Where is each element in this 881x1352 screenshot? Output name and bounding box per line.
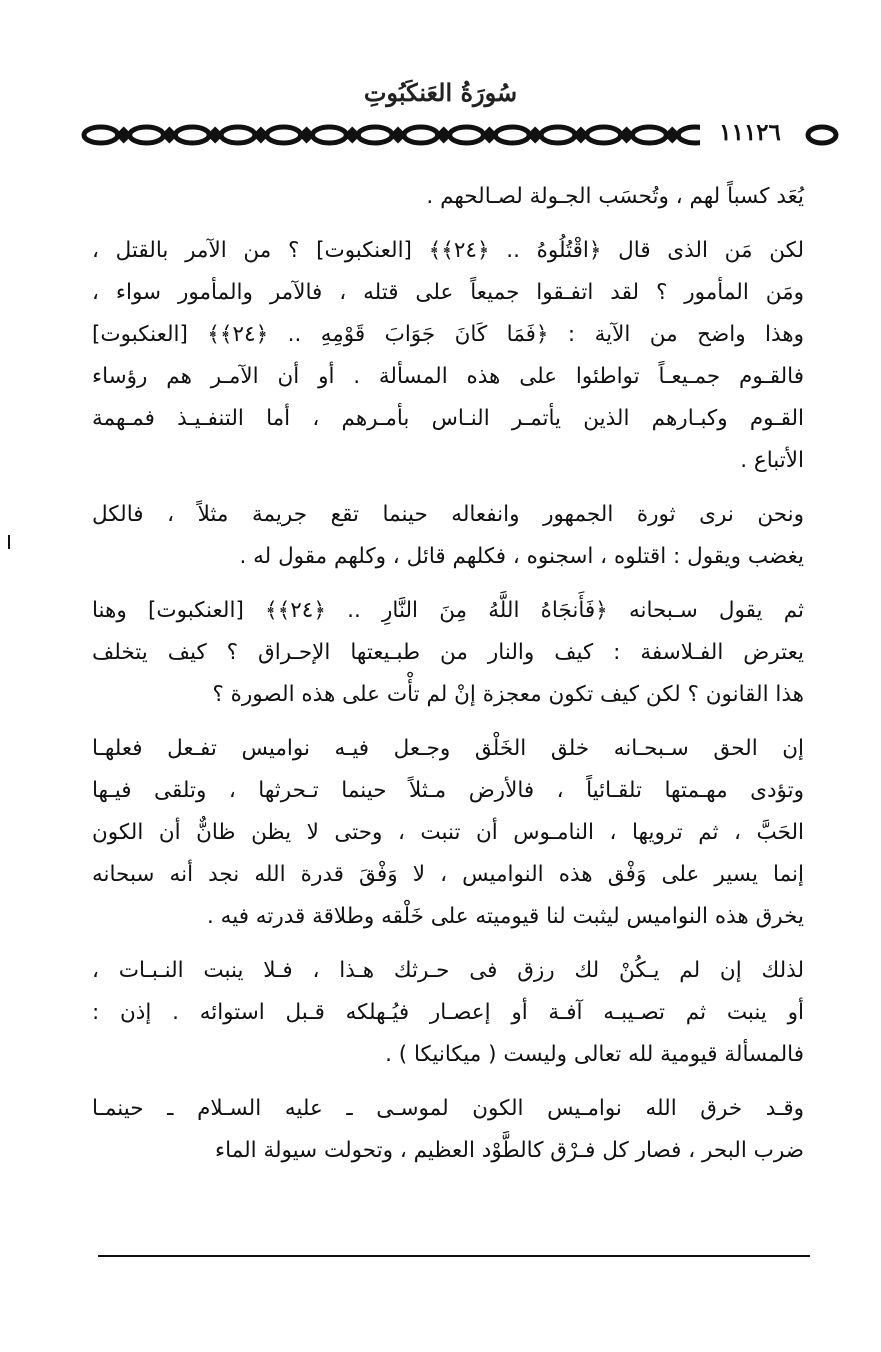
text-line: وقـد خرق الله نوامـيس الكون لموسـى ـ عليه السـلام ـ حينمـا — [92, 1096, 804, 1121]
text-line: هذا القانون ؟ لكن كيف تكون معجزة إنْ لم تأْت على هذه الصورة ؟ — [212, 682, 804, 707]
text-line: ضرب البحر ، فصار كل فـرْق كالطَّوْد العظيم ، وتحولت سيولة الماء — [215, 1138, 804, 1163]
text-line: إنما يسير على وَفْق هذه النواميس ، لا وَفْقَ قدرة الله نجد أنه سبحانه — [92, 862, 804, 887]
text-line: ثم يقول سـبحانه ﴿فَأَنجَاهُ اللَّهُ مِنَ النَّارِ .. ﴿٢٤﴾﴾ [العنكبوت] وهنا — [92, 598, 804, 623]
chain-end-link — [808, 127, 836, 143]
text-line: الأتباع . — [740, 448, 804, 473]
chain-diamond — [622, 130, 632, 140]
surah-title: سُورَةُ العَنكَبُوتِ — [363, 78, 518, 107]
chain-link — [450, 127, 484, 143]
chain-link — [541, 127, 575, 143]
paragraph — [92, 728, 804, 938]
chain-link — [130, 127, 164, 143]
text-line: فالقـوم جمـيعـاً تواطئوا على هذه المسألة . أو أن الآمـر هم رؤساء — [92, 364, 804, 389]
text-line: القـوم وكبـارهم الذين يأتمـر النـاس بأمـرهم ، أما التنفـيـذ فمـهمة — [92, 406, 804, 431]
text-line: لكن مَن الذى قال ﴿اقْتُلُوهُ .. ﴿٢٤﴾﴾ [العنكبوت] ؟ من الآمر بالقتل ، — [92, 238, 804, 263]
chain-link — [84, 127, 118, 143]
chain-link — [404, 127, 438, 143]
edge-mark — [8, 535, 10, 549]
text-line: وهذا واضح من الآية : ﴿فَمَا كَانَ جَوَابَ قَوْمِهِ .. ﴿٢٤﴾﴾ [العنكبوت] — [92, 322, 804, 347]
chain-diamond — [530, 130, 540, 140]
paragraph — [92, 1088, 804, 1172]
paragraph — [92, 590, 804, 716]
page-number: ١١١٢٦ — [700, 116, 800, 150]
chain-link — [313, 127, 347, 143]
paragraph — [92, 176, 804, 218]
text-line: يُعَد كسباً لهم ، وتُحسَب الجـولة لصـالحهم . — [426, 184, 804, 209]
chain-link — [358, 127, 392, 143]
chain-link — [633, 127, 667, 143]
text-line: أو ينبت ثم تصـيبـه آفـة أو إعصـار فيُـهلكه قـبل استوائه . إذن : — [92, 1000, 804, 1025]
bottom-rule — [98, 1255, 810, 1257]
chain-diamond — [667, 130, 677, 140]
text-line: يغضب ويقول : اقتلوه ، اسجنوه ، فكلهم قائل ، وكلهم مقول له . — [239, 544, 804, 569]
body-text — [92, 176, 804, 1172]
chain-link — [587, 127, 621, 143]
chain-link — [495, 127, 529, 143]
chain-link — [267, 127, 301, 143]
paragraph — [92, 950, 804, 1076]
chain-link — [221, 127, 255, 143]
text-line: لذلك إن لم يـكُنْ لك رزق فى حـرثك هـذا ، فـلا ينبت النـبـات ، — [92, 958, 804, 983]
text-line: يعترض الفـلاسفة : كيف والنار من طبـيعتها الإحـراق ؟ كيف يتخلف — [92, 640, 804, 665]
text-line: فالمسألة قيومية لله تعالى وليست ( ميكانيكا ) . — [385, 1042, 804, 1067]
chain-link — [175, 127, 209, 143]
paragraph — [92, 230, 804, 482]
text-line: الحَبَّ ، ثم ترويها ، النامـوس أن تنبت ، وحتى لا يظن ظانٌّ أن الكون — [92, 820, 804, 845]
text-line: ومَن المأمور ؟ لقد اتفـقوا جميعاً على قتله ، فالآمر والمأمور سواء ، — [92, 280, 804, 305]
paragraph — [92, 494, 804, 578]
text-line: يخرق هذه النواميس ليثبت لنا قيوميته على خَلْقه وطلاقة قدرته فيه . — [207, 904, 804, 929]
text-line: وتؤدى مهـمتها تلقـائياً ، فالأرض مـثلاً حينما تـحرثها ، وتلقى فيـها — [92, 778, 804, 803]
text-line: ونحن نرى ثورة الجمهور وانفعاله حينما تقع جريمة مثلاً ، فالكل — [92, 502, 804, 527]
text-line: إن الحق سـبحـانه خلق الخَلْق وجـعل فيـه نواميس تفـعل فعلهـا — [92, 736, 804, 761]
chain-diamond — [576, 130, 586, 140]
